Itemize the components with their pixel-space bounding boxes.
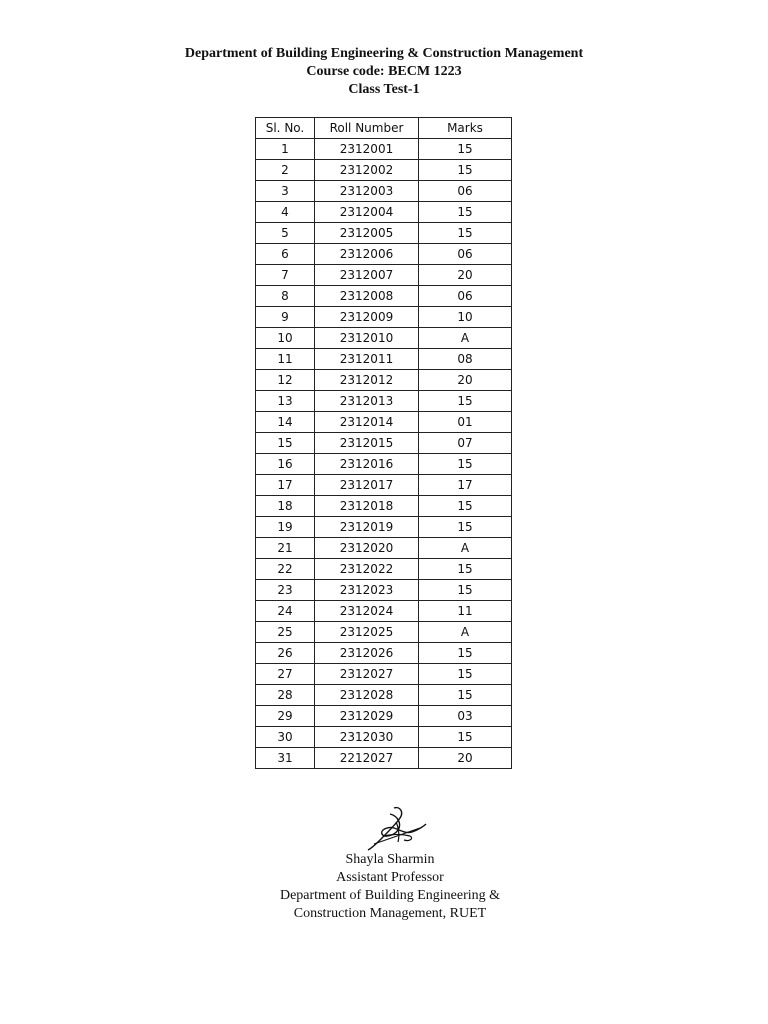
table-row bbox=[256, 706, 512, 727]
cell-marks: 15 bbox=[419, 139, 512, 160]
column-header-sl-no: Sl. No. bbox=[256, 118, 315, 139]
cell-marks: 15 bbox=[419, 391, 512, 412]
table-row bbox=[256, 370, 512, 391]
table-row bbox=[256, 685, 512, 706]
signatory-department-line-1: Department of Building Engineering & bbox=[279, 888, 501, 903]
table-row bbox=[256, 202, 512, 223]
cell-sl-no: 3 bbox=[256, 181, 315, 202]
table-row bbox=[256, 727, 512, 748]
cell-sl-no: 11 bbox=[256, 349, 315, 370]
cell-marks: 17 bbox=[419, 475, 512, 496]
document-header bbox=[0, 45, 768, 99]
signature bbox=[354, 804, 434, 854]
signatory-name: Shayla Sharmin bbox=[345, 852, 435, 867]
cell-sl-no: 23 bbox=[256, 580, 315, 601]
table-row bbox=[256, 244, 512, 265]
cell-marks: 15 bbox=[419, 685, 512, 706]
cell-marks: 08 bbox=[419, 349, 512, 370]
cell-marks: A bbox=[419, 328, 512, 349]
cell-marks: 15 bbox=[419, 202, 512, 223]
cell-sl-no: 15 bbox=[256, 433, 315, 454]
table-row bbox=[256, 601, 512, 622]
cell-roll-number: 2312029 bbox=[315, 706, 419, 727]
cell-roll-number: 2312003 bbox=[315, 181, 419, 202]
signatory-title: Assistant Professor bbox=[336, 870, 444, 885]
cell-roll-number: 2312028 bbox=[315, 685, 419, 706]
cell-sl-no: 6 bbox=[256, 244, 315, 265]
cell-marks: 06 bbox=[419, 286, 512, 307]
cell-sl-no: 28 bbox=[256, 685, 315, 706]
cell-roll-number: 2312030 bbox=[315, 727, 419, 748]
table-row bbox=[256, 496, 512, 517]
table-row bbox=[256, 538, 512, 559]
cell-roll-number: 2312004 bbox=[315, 202, 419, 223]
cell-sl-no: 7 bbox=[256, 265, 315, 286]
cell-sl-no: 18 bbox=[256, 496, 315, 517]
cell-roll-number: 2312022 bbox=[315, 559, 419, 580]
table-row bbox=[256, 349, 512, 370]
table-row bbox=[256, 307, 512, 328]
table-row bbox=[256, 391, 512, 412]
table-row bbox=[256, 475, 512, 496]
cell-marks: 03 bbox=[419, 706, 512, 727]
cell-roll-number: 2312009 bbox=[315, 307, 419, 328]
cell-roll-number: 2312016 bbox=[315, 454, 419, 475]
table-row bbox=[256, 412, 512, 433]
cell-marks: 15 bbox=[419, 223, 512, 244]
cell-roll-number: 2312024 bbox=[315, 601, 419, 622]
cell-roll-number: 2312007 bbox=[315, 265, 419, 286]
cell-marks: 10 bbox=[419, 307, 512, 328]
cell-roll-number: 2312019 bbox=[315, 517, 419, 538]
cell-roll-number: 2312014 bbox=[315, 412, 419, 433]
table-row bbox=[256, 517, 512, 538]
cell-marks: 11 bbox=[419, 601, 512, 622]
cell-marks: A bbox=[419, 622, 512, 643]
cell-marks: 15 bbox=[419, 559, 512, 580]
cell-marks: 15 bbox=[419, 160, 512, 181]
cell-sl-no: 21 bbox=[256, 538, 315, 559]
table-row bbox=[256, 580, 512, 601]
cell-roll-number: 2212027 bbox=[315, 748, 419, 769]
cell-sl-no: 31 bbox=[256, 748, 315, 769]
table-row bbox=[256, 223, 512, 244]
cell-roll-number: 2312017 bbox=[315, 475, 419, 496]
cell-sl-no: 8 bbox=[256, 286, 315, 307]
cell-roll-number: 2312013 bbox=[315, 391, 419, 412]
cell-sl-no: 29 bbox=[256, 706, 315, 727]
table-row bbox=[256, 265, 512, 286]
cell-roll-number: 2312018 bbox=[315, 496, 419, 517]
cell-roll-number: 2312005 bbox=[315, 223, 419, 244]
cell-sl-no: 22 bbox=[256, 559, 315, 580]
table-row bbox=[256, 748, 512, 769]
cell-sl-no: 1 bbox=[256, 139, 315, 160]
cell-sl-no: 19 bbox=[256, 517, 315, 538]
cell-sl-no: 26 bbox=[256, 643, 315, 664]
cell-sl-no: 27 bbox=[256, 664, 315, 685]
cell-roll-number: 2312020 bbox=[315, 538, 419, 559]
cell-roll-number: 2312002 bbox=[315, 160, 419, 181]
cell-marks: 07 bbox=[419, 433, 512, 454]
cell-marks: 20 bbox=[419, 370, 512, 391]
table-row bbox=[256, 664, 512, 685]
cell-sl-no: 13 bbox=[256, 391, 315, 412]
cell-marks: 20 bbox=[419, 748, 512, 769]
cell-sl-no: 30 bbox=[256, 727, 315, 748]
cell-marks: 15 bbox=[419, 580, 512, 601]
cell-roll-number: 2312001 bbox=[315, 139, 419, 160]
cell-marks: 20 bbox=[419, 265, 512, 286]
cell-marks: 15 bbox=[419, 454, 512, 475]
cell-marks: 15 bbox=[419, 664, 512, 685]
cell-marks: 06 bbox=[419, 181, 512, 202]
marks-table bbox=[255, 117, 512, 769]
cell-marks: A bbox=[419, 538, 512, 559]
table-row bbox=[256, 139, 512, 160]
cell-roll-number: 2312027 bbox=[315, 664, 419, 685]
column-header-marks: Marks bbox=[419, 118, 512, 139]
cell-sl-no: 25 bbox=[256, 622, 315, 643]
test-title: Class Test-1 bbox=[348, 82, 420, 97]
cell-sl-no: 10 bbox=[256, 328, 315, 349]
cell-marks: 06 bbox=[419, 244, 512, 265]
cell-roll-number: 2312010 bbox=[315, 328, 419, 349]
cell-sl-no: 2 bbox=[256, 160, 315, 181]
signature-mark bbox=[354, 804, 434, 854]
table-header-row bbox=[256, 118, 512, 139]
table-row bbox=[256, 160, 512, 181]
course-code: Course code: BECM 1223 bbox=[306, 64, 462, 79]
cell-sl-no: 14 bbox=[256, 412, 315, 433]
cell-marks: 15 bbox=[419, 496, 512, 517]
signatory-block bbox=[0, 851, 768, 923]
cell-roll-number: 2312025 bbox=[315, 622, 419, 643]
table-row bbox=[256, 622, 512, 643]
cell-sl-no: 16 bbox=[256, 454, 315, 475]
table-row bbox=[256, 181, 512, 202]
signatory-department-line-2: Construction Management, RUET bbox=[293, 906, 487, 921]
cell-roll-number: 2312012 bbox=[315, 370, 419, 391]
cell-sl-no: 12 bbox=[256, 370, 315, 391]
table-row bbox=[256, 559, 512, 580]
cell-roll-number: 2312026 bbox=[315, 643, 419, 664]
table-body bbox=[256, 139, 512, 769]
department-title: Department of Building Engineering & Construction Management bbox=[184, 46, 584, 61]
cell-roll-number: 2312023 bbox=[315, 580, 419, 601]
cell-sl-no: 5 bbox=[256, 223, 315, 244]
cell-marks: 15 bbox=[419, 643, 512, 664]
table-row bbox=[256, 643, 512, 664]
cell-sl-no: 9 bbox=[256, 307, 315, 328]
cell-marks: 01 bbox=[419, 412, 512, 433]
cell-roll-number: 2312006 bbox=[315, 244, 419, 265]
table-row bbox=[256, 328, 512, 349]
cell-marks: 15 bbox=[419, 517, 512, 538]
cell-roll-number: 2312008 bbox=[315, 286, 419, 307]
table-row bbox=[256, 286, 512, 307]
column-header-roll-number: Roll Number bbox=[315, 118, 419, 139]
cell-sl-no: 24 bbox=[256, 601, 315, 622]
cell-marks: 15 bbox=[419, 727, 512, 748]
table-row bbox=[256, 433, 512, 454]
table-row bbox=[256, 454, 512, 475]
cell-roll-number: 2312015 bbox=[315, 433, 419, 454]
cell-sl-no: 17 bbox=[256, 475, 315, 496]
cell-roll-number: 2312011 bbox=[315, 349, 419, 370]
cell-sl-no: 4 bbox=[256, 202, 315, 223]
